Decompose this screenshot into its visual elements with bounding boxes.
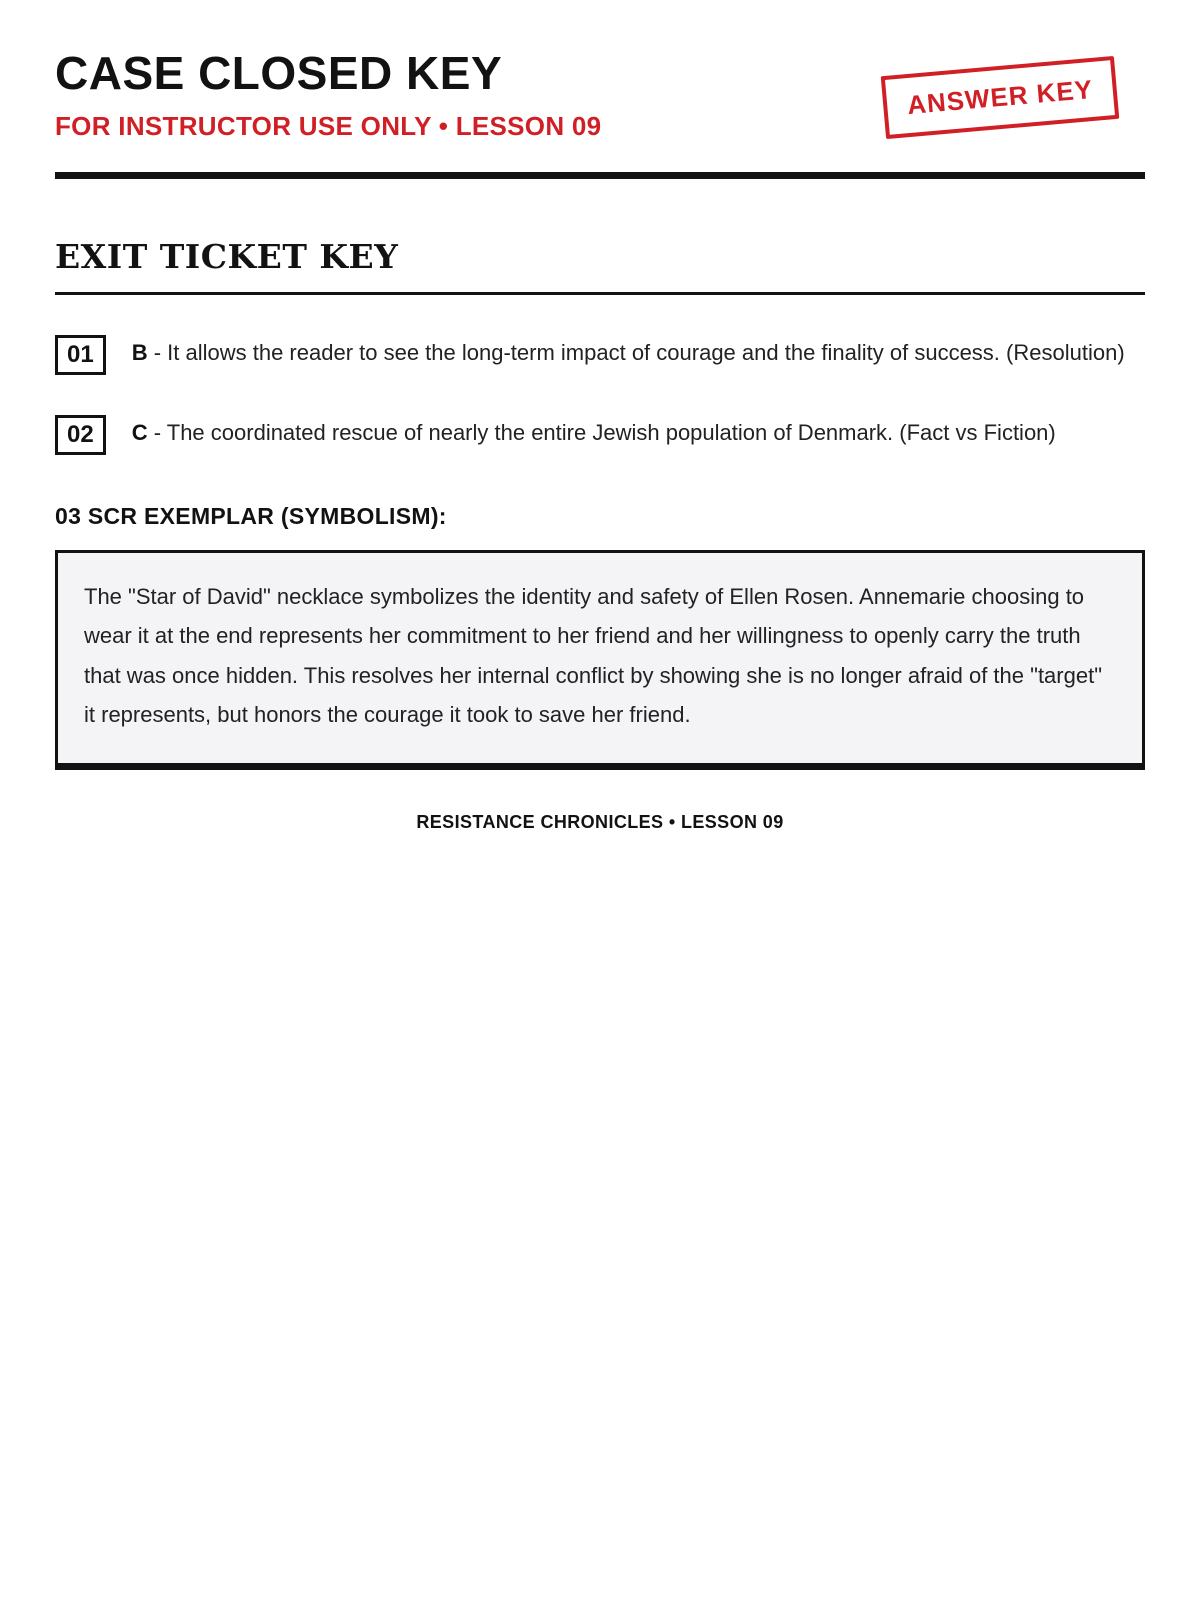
section-divider bbox=[55, 292, 1145, 295]
answer-letter: B bbox=[131, 339, 148, 365]
section-heading: EXIT TICKET KEY bbox=[55, 236, 399, 276]
answer-item-01 bbox=[55, 335, 1145, 375]
page-footer: RESISTANCE CHRONICLES • LESSON 09 bbox=[416, 811, 784, 832]
exemplar-box bbox=[55, 550, 1145, 770]
item-answer-text bbox=[132, 415, 1056, 450]
exemplar-text: The "Star of David" necklace symbolizes the identity and safety of Ellen Rosen. Annemarie choosing to wear it at the end represents her commitment to her friend and her willingness to openly carry the truth that was once hidden. This resolves her internal conflict by showing she is no longer afraid of the "target" it represents, but honors the courage it took to save her friend. bbox=[84, 583, 1103, 728]
answer-item-02 bbox=[55, 415, 1145, 455]
answer-explanation: - The coordinated rescue of nearly the entire Jewish population of Denmark. (Fact vs Fiction) bbox=[153, 419, 1056, 445]
item-number-badge: 01 bbox=[55, 335, 106, 375]
item-number-badge: 02 bbox=[55, 415, 106, 455]
page-subtitle: FOR INSTRUCTOR USE ONLY • LESSON 09 bbox=[55, 110, 602, 141]
answer-key-stamp: ANSWER KEY bbox=[880, 56, 1119, 139]
header-text-block bbox=[55, 48, 601, 142]
page-title: CASE CLOSED KEY bbox=[55, 47, 503, 99]
answer-explanation: - It allows the reader to see the long-term impact of courage and the finality of success. (Resolution) bbox=[153, 339, 1125, 365]
item-answer-text bbox=[132, 335, 1125, 370]
exemplar-heading: 03 SCR EXEMPLAR (SYMBOLISM): bbox=[55, 502, 447, 529]
header-divider bbox=[55, 172, 1145, 179]
page-header bbox=[55, 48, 1145, 142]
answer-letter: C bbox=[131, 419, 148, 445]
